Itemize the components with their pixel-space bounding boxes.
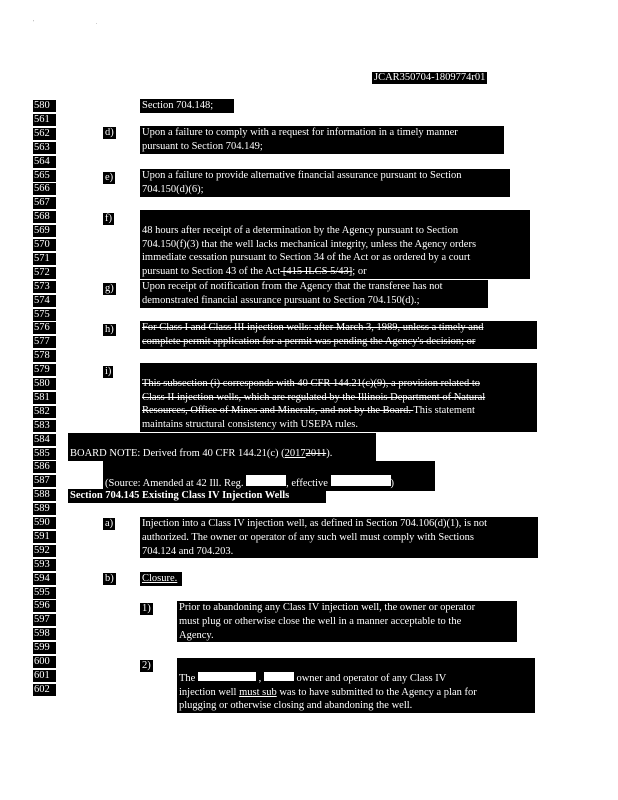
item-label-e: e)	[105, 172, 114, 183]
line-number: 581	[33, 392, 56, 404]
board-note-year: 2017	[284, 447, 306, 459]
item-text-f	[140, 210, 530, 279]
subitem-label-2: 2)	[142, 660, 151, 671]
line-number: 562	[33, 128, 56, 140]
item-label-a: a)	[105, 518, 114, 529]
line-number: 561	[33, 114, 56, 126]
line-number: 578	[33, 350, 56, 362]
item-text-i-main: This statement maintains structural consistency with USEPA rules.	[142, 405, 475, 431]
subitem-text-1: Prior to abandoning any Class IV injection well, the owner or operator must plug or otherwise close the well in a manner acceptable to the Agency.	[177, 601, 517, 642]
item-text-e: Upon a failure to provide alternative financial assurance pursuant to Section 704.150(d)(6);	[140, 169, 510, 197]
item-label-h: h)	[105, 324, 114, 335]
subitem-text-2-b: ,	[255, 672, 264, 684]
line-number: 563	[33, 142, 56, 154]
line-number: 580	[33, 100, 56, 112]
board-note-old-year: 2011	[305, 447, 327, 459]
line-number: 571	[33, 253, 56, 265]
line-number: 569	[33, 225, 56, 237]
line-number: 582	[33, 406, 56, 418]
line-number: 592	[33, 545, 56, 557]
line-number: 577	[33, 336, 56, 348]
subitem-text-2-must: must sub	[239, 686, 277, 698]
board-note	[68, 433, 376, 461]
line-number: 591	[33, 531, 56, 543]
line-number: 568	[33, 211, 56, 223]
subitem-label-1: 1)	[142, 603, 151, 614]
item-label-i: i)	[105, 366, 112, 377]
redaction-3	[198, 672, 256, 681]
line-number: 586	[33, 461, 56, 473]
item-text-g: Upon receipt of notification from the Agency that the transferee has not demonstrated financial assurance pursuant to Section 704.150(d).;	[140, 280, 488, 308]
source-note-a: (Source: Amended at 42 Ill. Reg.	[105, 477, 247, 489]
line-number: 567	[33, 197, 56, 209]
item-label-b: b)	[105, 573, 114, 584]
redaction-1	[246, 475, 286, 486]
line-number: 570	[33, 239, 56, 251]
subitem-text-2-a: The	[179, 672, 198, 684]
line-number: 600	[33, 656, 56, 668]
subitem-text-2-c: owner and operator of any Class IV injection well	[179, 672, 447, 698]
line-number: 588	[33, 489, 56, 501]
line-number: 584	[33, 434, 56, 446]
board-note-end: ).	[326, 447, 333, 459]
line-number: 594	[33, 573, 56, 585]
line-number: 589	[33, 503, 56, 515]
line-number: 593	[33, 559, 56, 571]
line-number: 574	[33, 295, 56, 307]
line-number: 590	[33, 517, 56, 529]
board-note-text: BOARD NOTE: Derived from 40 CFR 144.21(c) (	[70, 447, 285, 459]
line-number: 597	[33, 614, 56, 626]
document-id: JCAR350704-1809774r01	[374, 72, 486, 83]
scan-specks: ' .	[33, 20, 128, 26]
section-heading-704-145: Section 704.145 Existing Class IV Injection Wells	[68, 489, 326, 503]
line-number: 585	[33, 448, 56, 460]
redaction-4	[264, 672, 294, 681]
item-text-f-main: 48 hours after receipt of a determination by the Agency pursuant to Section 704.150(f)(3) that the well lacks mechanical integrity, unless the Agency orders immediate cessation pursuant to Section 34 of the Act or as ordered by a court pursuant to Section 43 of the Act	[142, 224, 477, 278]
line-number: 598	[33, 628, 56, 640]
item-text-f-strike: [415 ILCS 5/43]	[280, 266, 353, 278]
line-number: 580	[33, 378, 56, 390]
line-number: 565	[33, 170, 56, 182]
item-text-h: For Class I and Class III injection wells: after March 3, 1989, unless a timely and complete permit application for a permit was pending the Agency's decision; or	[140, 321, 537, 349]
line-number: 576	[33, 322, 56, 334]
line-number: 566	[33, 183, 56, 195]
item-label-f: f)	[105, 213, 112, 224]
line-number: 579	[33, 364, 56, 376]
item-label-d: d)	[105, 127, 114, 138]
source-note-c: )	[390, 477, 395, 489]
item-label-g: g)	[105, 283, 114, 294]
line-number: 575	[33, 309, 56, 321]
subitem-text-2-d: was to have submitted to the Agency a plan for plugging or otherwise closing and abandoning the well.	[179, 686, 477, 712]
line-number: 583	[33, 420, 56, 432]
line-number: 599	[33, 642, 56, 654]
line-number: 573	[33, 281, 56, 293]
section-ref-704-148: Section 704.148;	[140, 99, 234, 113]
item-text-i-strike: This subsection (i) corresponds with 40 CFR 144.21(c)(9), a provision related to Class II injection wells, which are regulated by the Illinois Department of Natural Resources, Office of Mines and Minerals, and not by the Board.	[142, 377, 486, 417]
line-number: 596	[33, 600, 56, 612]
item-text-d: Upon a failure to comply with a request for information in a timely manner pursuant to Section 704.149;	[140, 126, 504, 154]
line-number: 564	[33, 156, 56, 168]
item-text-b: Closure.	[140, 572, 182, 586]
item-text-i	[140, 363, 537, 432]
source-note	[103, 461, 435, 491]
line-number: 572	[33, 267, 56, 279]
redaction-2	[331, 475, 391, 486]
line-number: 601	[33, 670, 56, 682]
line-number: 602	[33, 684, 56, 696]
subitem-text-2	[177, 658, 535, 713]
source-note-b: , effective	[286, 477, 331, 489]
item-text-a: Injection into a Class IV injection well, as defined in Section 704.106(d)(1), is not authorized. The owner or operator of any such well must comply with Sections 704.124 and 704.203.	[140, 517, 538, 558]
item-text-f-end: ; or	[352, 266, 367, 278]
line-number: 587	[33, 475, 56, 487]
line-number: 595	[33, 587, 56, 599]
